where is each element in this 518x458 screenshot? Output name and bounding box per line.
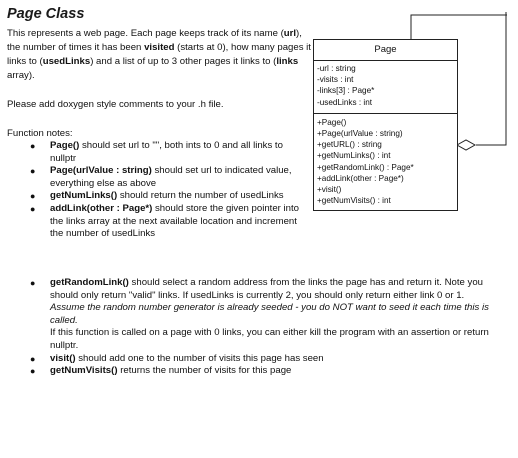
function-notes-heading: Function notes:: [7, 128, 73, 139]
note-item: [0, 203, 305, 241]
uml-operation: +getNumLinks() : int: [317, 151, 391, 161]
bold-term: getNumLinks(): [50, 190, 118, 202]
uml-operation: +getRandomLink() : Page*: [317, 162, 414, 172]
uml-operations: [314, 114, 457, 211]
uml-class-name: Page: [314, 40, 457, 61]
note-item: [0, 277, 512, 353]
uml-operation: +getURL() : string: [317, 140, 382, 150]
bold-term: visit(): [50, 352, 76, 364]
bold-term: links: [276, 56, 299, 67]
doxygen-note: Please add doxygen style comments to your .h file.: [7, 99, 224, 110]
bold-term: Page(): [50, 140, 80, 151]
bold-term: usedLinks: [42, 56, 91, 67]
bullet-icon: ●: [30, 203, 36, 214]
note-item: [0, 165, 305, 190]
uml-operation: +addLink(other : Page*): [317, 173, 404, 183]
uml-operation: +Page(urlValue : string): [317, 129, 403, 139]
bold-term: getNumVisits(): [50, 365, 118, 377]
association-line: [301, 3, 509, 39]
note-item: [0, 353, 512, 366]
bold-term: url: [283, 28, 297, 39]
uml-attributes: [314, 61, 457, 114]
text-run: ), the number of times it has been: [7, 28, 302, 53]
uml-operation: +Page(): [317, 117, 347, 127]
uml-attribute: -visits : int: [317, 75, 354, 85]
text-run: should store the given pointer into the links array at the next available location and increment the number of usedLinks: [50, 202, 300, 240]
text-run: returns the number of visits for this page: [117, 365, 292, 377]
text-run: should select a random address from the links the page has and return it. Note you should only return "valid" links. If usedLinks is currently 2, you should only return either link 0 or 1.: [50, 277, 483, 301]
text-run: ) and a list of up to 3 other pages it links to (: [90, 56, 277, 67]
bold-term: Page(urlValue : string): [50, 165, 152, 177]
bullet-icon: ●: [30, 166, 36, 177]
bullet-icon: ●: [30, 141, 36, 151]
bullet-icon: ●: [30, 366, 36, 377]
intro-paragraph: [7, 27, 312, 83]
text-run: (starts at 0), how many pages it links to (: [7, 42, 311, 67]
text-run: should set url to "", both ints to 0 and all links to nullptr: [50, 140, 283, 164]
function-notes-list: [0, 140, 305, 241]
function-notes-list-continued: [0, 277, 512, 378]
page-title: Page Class: [7, 6, 85, 22]
bullet-icon: ●: [30, 191, 36, 202]
uml-attribute: -usedLinks : int: [317, 97, 373, 107]
text-run: If this function is called on a page with 0 links, you can either kill the program with an assertion or return nullptr.: [50, 327, 489, 351]
note-item: [0, 365, 512, 378]
italic-note: Assume the random number generator is already seeded - you do NOT want to seed it each time this is called.: [50, 302, 489, 326]
uml-class-box: [313, 39, 458, 211]
note-item: [0, 140, 305, 165]
uml-attribute: -url : string: [317, 64, 356, 73]
text-run: array).: [7, 70, 35, 81]
uml-attribute: -links[3] : Page*: [317, 86, 375, 96]
text-run: This represents a web page. Each page keeps track of its name (: [7, 28, 284, 39]
text-run: should set url to indicated value, everything else as above: [50, 165, 292, 189]
aggregation-diamond-icon: [456, 138, 476, 152]
bold-term: visited: [144, 42, 175, 53]
text-run: should return the number of usedLinks: [117, 190, 284, 202]
bold-term: addLink(other : Page*): [50, 202, 153, 214]
bullet-icon: ●: [30, 278, 36, 288]
note-item: [0, 190, 305, 203]
association-line-right: [456, 0, 516, 160]
bullet-icon: ●: [30, 353, 36, 364]
bold-term: getRandomLink(): [50, 277, 129, 288]
uml-operation: +visit(): [317, 185, 342, 195]
uml-operation: +getNumVisits() : int: [317, 196, 391, 206]
text-run: should add one to the number of visits this page has seen: [75, 352, 324, 364]
